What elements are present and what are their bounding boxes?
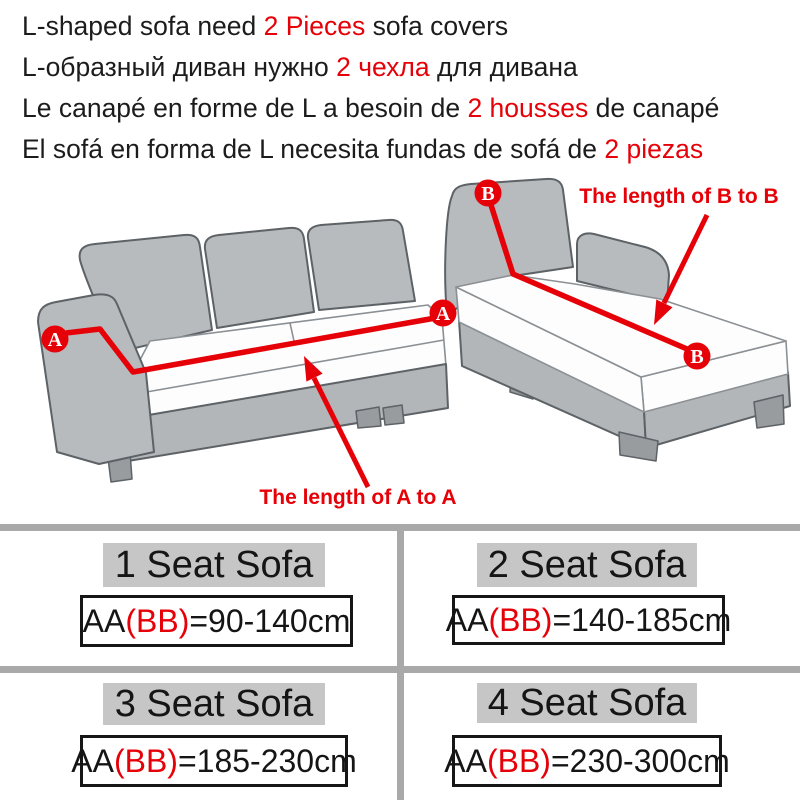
line-highlight: 2 Pieces <box>263 11 366 41</box>
line-text: Le canapé en forme de L a besoin de <box>22 93 468 123</box>
line-text: El sofá en forma de L necesita fundas de sofá de <box>22 134 605 164</box>
back-cushion <box>308 220 415 310</box>
size-cell-title-4seat: 4 Seat Sofa <box>477 683 697 723</box>
size-cell-measure-4seat <box>444 735 730 787</box>
vertical-divider <box>397 524 404 800</box>
measure-highlight: (BB) <box>125 602 190 639</box>
caption-b-arrow <box>664 215 707 303</box>
measure-range: =140-185cm <box>552 601 732 638</box>
line-highlight: 2 piezas <box>604 134 704 164</box>
measure-highlight: (BB) <box>486 742 551 779</box>
measure-range: =90-140cm <box>189 602 351 639</box>
measure-prefix: AA <box>444 742 487 779</box>
size-cell-title-3seat: 3 Seat Sofa <box>103 683 325 725</box>
measure-prefix: AA <box>71 742 114 779</box>
point-a-letter: A <box>435 303 451 325</box>
caption-length-a: The length of A to A <box>259 486 457 509</box>
sofa-foot <box>356 407 381 428</box>
measure-highlight: (BB) <box>488 601 553 638</box>
size-cell-measure-2seat <box>445 595 732 645</box>
measure-range: =185-230cm <box>177 742 357 779</box>
measure-prefix: AA <box>82 602 126 639</box>
line-text: для дивана <box>429 52 578 82</box>
caption-length-b: The length of B to B <box>579 185 779 208</box>
back-cushion <box>205 228 314 328</box>
size-cell-measure-3seat <box>71 735 357 787</box>
line-highlight: 2 чехла <box>336 52 430 82</box>
size-cell-measure-1seat <box>80 595 353 647</box>
measure-prefix: AA <box>445 601 489 638</box>
line-text: sofa covers <box>365 11 509 41</box>
size-cell-title-2seat: 2 Seat Sofa <box>477 543 697 587</box>
point-b-letter: B <box>481 183 495 205</box>
sofa-foot <box>383 405 404 425</box>
measure-highlight: (BB) <box>113 742 178 779</box>
measure-range: =230-300cm <box>550 742 730 779</box>
line-text: L-shaped sofa need <box>22 11 264 41</box>
point-a-letter: A <box>47 329 63 351</box>
size-cell-title-1seat: 1 Seat Sofa <box>103 543 325 587</box>
line-text: de canapé <box>588 93 720 123</box>
point-b-letter: B <box>690 346 704 368</box>
line-text: L-образный диван нужно <box>22 52 337 82</box>
line-highlight: 2 housses <box>467 93 589 123</box>
